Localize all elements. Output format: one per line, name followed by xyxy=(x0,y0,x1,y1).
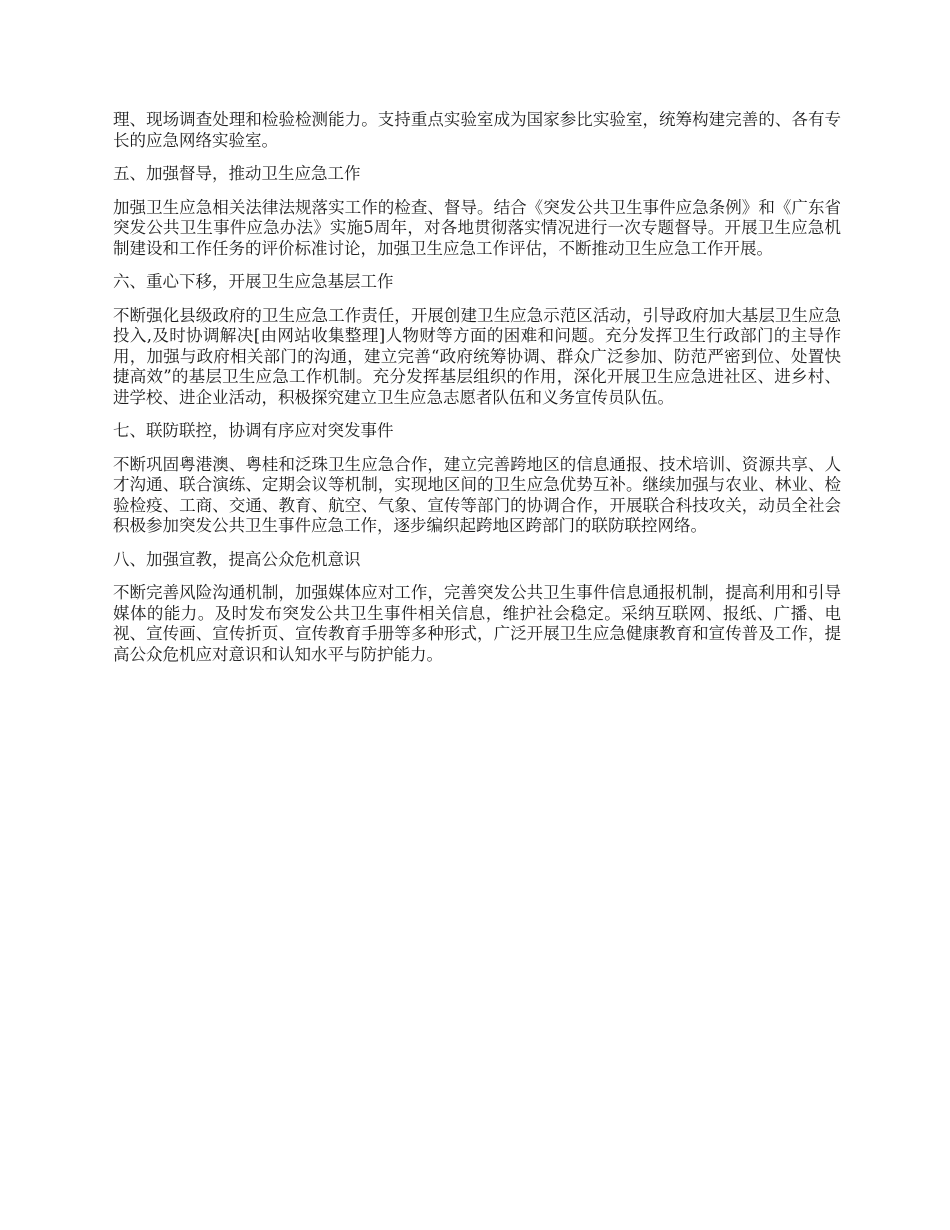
section-heading-seven: 七、联防联控，协调有序应对突发事件 xyxy=(113,421,394,440)
paragraph-joint-control: 不断巩固粤港澳、粤桂和泛珠卫生应急合作，建立完善跨地区的信息通报、技术培训、资源共享、人才沟通、联合演练、定期会议等机制，实现地区间的卫生应急优势互补。继续加强与农业、林业、检验检疫、工商、交通、教育、航空、气象、宣传等部门的协调合作，开展联合科技攻关，动员全社会积极参加突发公共卫生事件应急工作，逐步编织起跨地区跨部门的联防联控网络。 xyxy=(113,454,841,535)
paragraph-supervision: 加强卫生应急相关法律法规落实工作的检查、督导。结合《突发公共卫生事件应急条例》和《广东省突发公共卫生事件应急办法》实施5周年，对各地贯彻落实情况进行一次专题督导。开展卫生应急机制建设和工作任务的评价标准讨论，加强卫生应急工作评估，不断推动卫生应急工作开展。 xyxy=(113,197,841,258)
section-heading-six: 六、重心下移，开展卫生应急基层工作 xyxy=(113,272,394,291)
section-heading-eight: 八、加强宣教，提高公众危机意识 xyxy=(113,549,361,569)
document-body xyxy=(113,110,841,678)
paragraph-lab-network: 理、现场调查处理和检验检测能力。支持重点实验室成为国家参比实验室，统筹构建完善的、各有专长的应急网络实验室。 xyxy=(113,110,841,150)
section-heading-five: 五、加强督导，推动卫生应急工作 xyxy=(113,164,361,183)
paragraph-grassroots: 不断强化县级政府的卫生应急工作责任，开展创建卫生应急示范区活动，引导政府加大基层卫生应急投入,及时协调解决[由网站收集整理]人物财等方面的困难和问题。充分发挥卫生行政部门的主导作用，加强与政府相关部门的沟通，建立完善“政府统筹协调、群众广泛参加、防范严密到位、处置快捷高效”的基层卫生应急工作机制。充分发挥基层组织的作用，深化开展卫生应急进社区、进乡村、进学校、进企业活动，积极探究建立卫生应急志愿者队伍和义务宣传员队伍。 xyxy=(113,305,841,407)
paragraph-public-awareness: 不断完善风险沟通机制，加强媒体应对工作，完善突发公共卫生事件信息通报机制，提高利用和引导媒体的能力。及时发布突发公共卫生事件相关信息，维护社会稳定。采纳互联网、报纸、广播、电视、宣传画、宣传折页、宣传教育手册等多种形式，广泛开展卫生应急健康教育和宣传普及工作，提高公众危机应对意识和认知水平与防护能力。 xyxy=(113,583,841,664)
